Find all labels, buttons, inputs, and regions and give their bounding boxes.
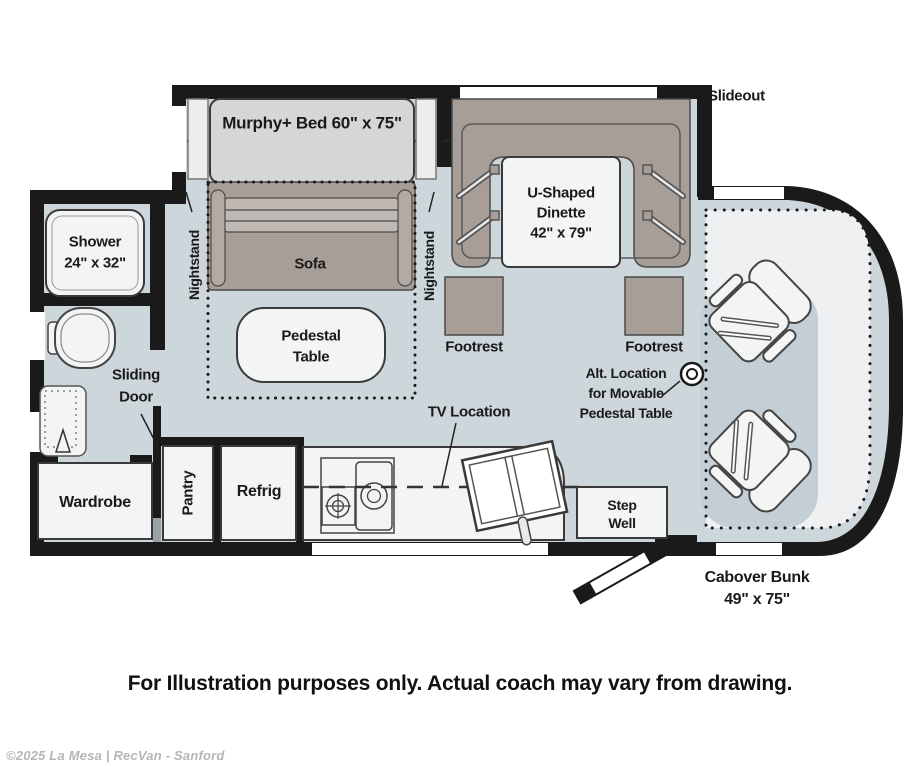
bed-dinette-divider-wall (437, 85, 452, 167)
alt-location-label-1: Alt. Location (585, 365, 667, 381)
pedestal-table-label-2: Table (292, 348, 330, 366)
alt-location-label-3: Pedestal Table (579, 405, 673, 421)
window-left-slideout (170, 106, 186, 172)
dinette-label-1: U-Shaped (527, 184, 595, 202)
watermark-text: ©2025 La Mesa | RecVan - Sanford (6, 748, 225, 763)
dinette-label-3: 42" x 79" (530, 224, 592, 242)
alt-table-location-marker (681, 363, 703, 385)
dinette-label-2: Dinette (536, 204, 586, 222)
footrest-left (445, 277, 503, 335)
wardrobe-label: Wardrobe (59, 494, 131, 511)
footrest-right-label: Footrest (625, 338, 683, 356)
footrest-left-label: Footrest (445, 338, 503, 356)
shower-label-1: Shower (68, 233, 122, 251)
windshield-gap (714, 187, 784, 199)
window-bottom-galley (312, 543, 548, 555)
cabover-bunk-label-2: 49" x 75" (724, 591, 790, 608)
nightstand-left (188, 99, 208, 179)
refrig-top-wall (221, 437, 296, 446)
bath-sink (40, 386, 86, 456)
pantry-label: Pantry (179, 470, 197, 516)
disclaimer-text: For Illustration purposes only. Actual coach may vary from drawing. (127, 672, 793, 695)
nightstand-right-label: Nightstand (421, 230, 437, 302)
pantry-refrig-divider (213, 437, 221, 542)
sliding-door (153, 406, 161, 542)
alt-location-label-2: for Movable (588, 385, 664, 401)
nightstand-right (416, 99, 436, 179)
tv-location-label: TV Location (427, 403, 511, 421)
pedestal-table (237, 308, 385, 382)
kitchen-sink (356, 462, 392, 530)
pantry-top-wall (161, 437, 213, 446)
murphy-bed-label: Murphy+ Bed 60" x 75" (222, 113, 402, 133)
step-well-label-1: Step (607, 497, 637, 513)
u-shaped-dinette (452, 99, 690, 267)
step-well-label-2: Well (608, 515, 636, 531)
window-above-dinette (460, 87, 657, 99)
refrig-label: Refrig (236, 483, 282, 500)
slideout-label: Slideout (708, 87, 765, 105)
sliding-door-label-2: Door (119, 388, 153, 406)
footrest-right (625, 277, 683, 335)
bath-right-wall (150, 190, 165, 350)
murphy-bed (188, 99, 436, 183)
pedestal-table-label-1: Pedestal (281, 327, 341, 345)
shower-label-2: 24" x 32" (64, 254, 126, 272)
nightstand-left-label: Nightstand (186, 229, 202, 301)
sliding-door-label-1: Sliding (112, 366, 160, 384)
window-bottom-cab (716, 543, 782, 555)
stove-burner (322, 487, 355, 525)
shower (46, 210, 144, 296)
sofa (208, 182, 415, 290)
cabover-bunk-label-1: Cabover Bunk (704, 569, 810, 586)
window-bath-1 (29, 312, 45, 360)
sofa-label: Sofa (294, 255, 326, 273)
cab-area (696, 210, 870, 528)
